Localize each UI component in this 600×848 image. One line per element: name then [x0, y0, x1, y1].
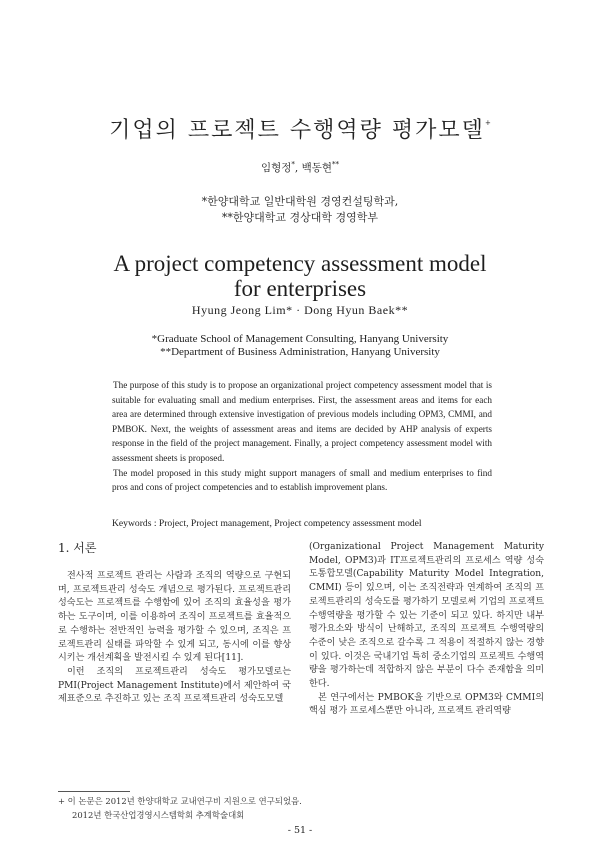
footnote-line-1: + 이 논문은 2012년 한양대학교 교내연구비 지원으로 연구되었음. [58, 796, 302, 806]
author-2-mark: ** [332, 160, 340, 169]
english-title [0, 251, 600, 301]
section-heading: 1. 서론 [58, 541, 97, 555]
keywords: Keywords : Project, Project management, Project competency assessment model [112, 518, 422, 529]
abstract-paragraph-1: The purpose of this study is to propose an organizational project competency assessment model that is suitable for evaluating small and medium enterprises. First, the assessment areas and items for each area are determined through extensive investigation of previous models including OPM3, CMMI, and PMBOK. Next, the weights of assessment areas and items are decided by AHP analysis of experts response in the field of the project management. Finally, a project competency assessment model with assessment sheets is proposed. [112, 380, 492, 463]
author-separator: , [294, 162, 302, 174]
korean-authors [0, 160, 600, 175]
english-title-line-2: for enterprises [233, 276, 367, 301]
korean-title-text: 기업의 프로젝트 수행역량 평가모델 [109, 118, 485, 143]
right-paragraph-1: (Organizational Project Management Maturity Model, OPM3)과 IT프로젝트관리의 프로세스 역량 성숙도통합모델(Capability Maturity Model Integration, CMMI) 등이 있으며, 이는 조직전략과 연계하여 조직의 프로젝트관리의 성숙도를 평가하기 모델로써 기업의 프로젝트 수행역량을 평가할 수 있는 기준이 되고 있다. 하지만 내부 평가요소와 방식이 난해하고, 조직의 프로젝트 수행역량의 수준이 낮은 조직으로 갈수록 그 적용이 적절하지 않는 경향이 있다. 이것은 국내기업 특히 중소기업의 프로젝트 수행역량을 평가하는데 적합하지 않은 부분이 다수 존재함을 의미한다. [309, 542, 544, 690]
title-footnote-mark: + [484, 119, 491, 127]
english-affiliation-2: **Department of Business Administration, Hanyang University [160, 346, 440, 358]
right-paragraph-2: 본 연구에서는 PMBOK을 기반으로 OPM3와 CMMI의 핵심 평가 프로세스뿐만 아니라, 프로젝트 관리역량 [309, 692, 544, 717]
korean-author-1: 임형정 [260, 162, 292, 174]
left-paragraph-2: 이런 조직의 프로젝트관리 성숙도 평가모델로는 PMI(Project Management Institute)에서 제안하여 국제표준으로 추진하고 있는 조직 프로젝트관리 성숙도모델 [58, 666, 291, 705]
right-column [309, 541, 544, 719]
english-authors: Hyung Jeong Lim* · Dong Hyun Baek** [191, 303, 409, 317]
footnote-line-2: 2012년 한국산업경영시스템학회 추계학술대회 [72, 810, 245, 820]
footnote-rule [58, 791, 130, 792]
korean-author-2: 백동현 [301, 162, 333, 174]
english-title-line-1: A project competency assessment model [113, 251, 487, 276]
left-paragraph-1: 전사적 프로젝트 관리는 사람과 조직의 역량으로 구현되며, 프로젝트관리 성숙도 개념으로 평가된다. 프로젝트관리 성숙도는 프로젝트를 수행함에 있어 조직의 효율성을 평가하는 도구이며, 이를 이용하여 조직이 프로젝트를 효율적으로 수행하는 전반적인 능력을 평가할 수 있으며, 조직은 프로젝트관리 실태를 파악할 수 있게 되고, 동시에 이를 향상시키는 개선계획을 발전시킬 수 있게 된다[11]. [58, 571, 291, 664]
author-1-mark: * [291, 160, 295, 169]
korean-affiliation-1: *한양대학교 일반대학원 경영컨설팅학과, [201, 195, 399, 208]
english-affiliation-1: *Graduate School of Management Consulting, Hanyang University [151, 333, 449, 345]
left-column [58, 570, 291, 707]
abstract [112, 378, 492, 495]
korean-title [0, 113, 600, 144]
page-number: - 51 - [287, 825, 313, 836]
abstract-paragraph-2: The model proposed in this study might support managers of small and medium enterprises to find pros and cons of project competencies and to establish improvement plans. [112, 467, 492, 493]
korean-affiliation-2: **한양대학교 경상대학 경영학부 [221, 211, 379, 224]
